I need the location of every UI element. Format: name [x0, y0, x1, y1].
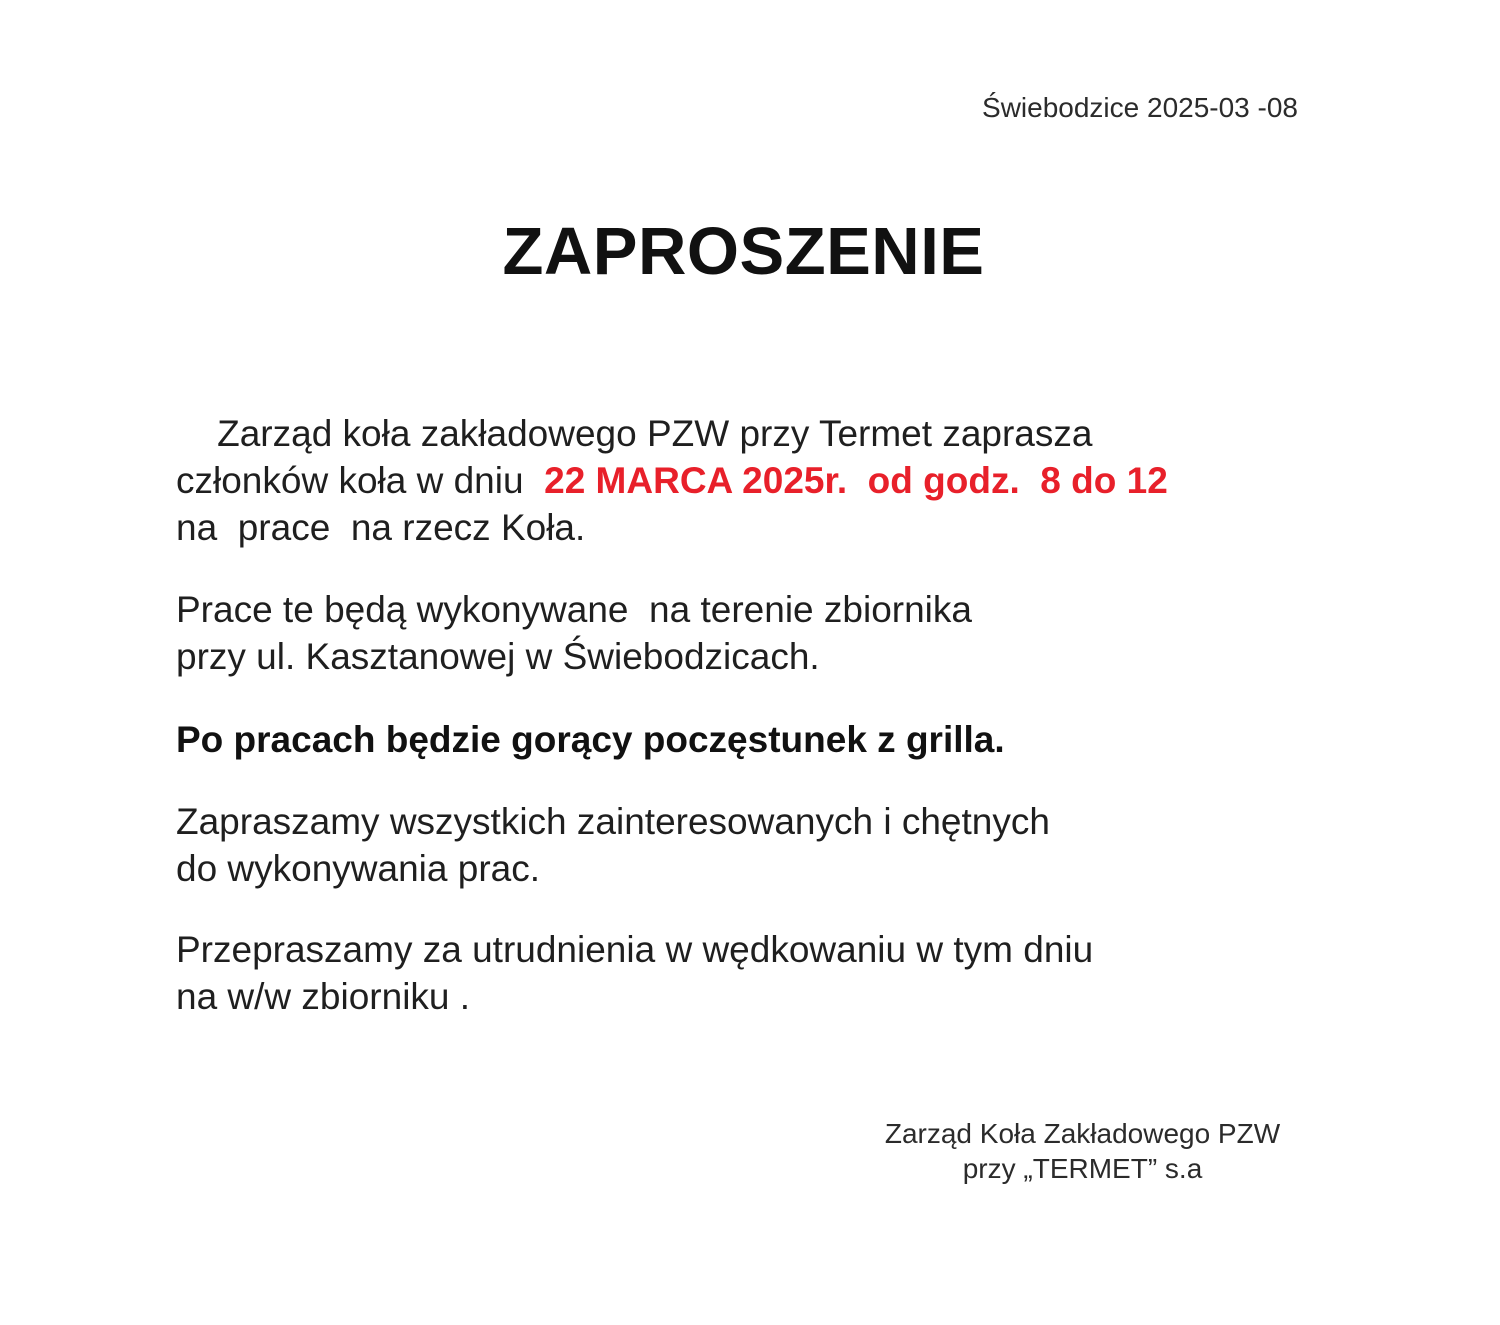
invitation-line-2-text: członków koła w dniu: [176, 460, 545, 501]
invitation-line-1: Zarząd koła zakładowego PZW przy Termet zaprasza: [176, 413, 1093, 454]
apology-line-1: Przepraszamy za utrudnienia w wędkowaniu w tym dniu: [176, 929, 1094, 970]
location-line-1: Prace te będą wykonywane na terenie zbiornika: [176, 589, 972, 630]
welcome-line-1: Zapraszamy wszystkich zainteresowanych i chętnych: [176, 801, 1050, 842]
document-title: ZAPROSZENIE: [502, 214, 985, 289]
signature-block: [850, 1116, 1315, 1186]
location-paragraph: [176, 586, 1326, 680]
grill-line-1: Po pracach będzie gorący poczęstunek z grilla.: [176, 719, 1005, 760]
signature-line-1: Zarząd Koła Zakładowego PZW: [884, 1118, 1281, 1149]
apology-line-2: na w/w zbiorniku .: [176, 976, 471, 1017]
grill-paragraph: [176, 716, 1326, 763]
apology-paragraph: [176, 926, 1326, 1020]
location-line-2: przy ul. Kasztanowej w Świebodzicach.: [176, 636, 820, 677]
event-date-highlight: 22 MARCA 2025r. od godz. 8 do 12: [544, 460, 1168, 501]
invitation-line-3: na prace na rzecz Koła.: [176, 507, 586, 548]
welcome-paragraph: [176, 798, 1326, 892]
document-date: Świebodzice 2025-03 -08: [982, 92, 1298, 123]
invitation-paragraph: [176, 410, 1326, 551]
signature-line-2: przy „TERMET” s.a: [962, 1153, 1203, 1184]
invitation-line-2: [176, 457, 1326, 504]
welcome-line-2: do wykonywania prac.: [176, 848, 541, 889]
